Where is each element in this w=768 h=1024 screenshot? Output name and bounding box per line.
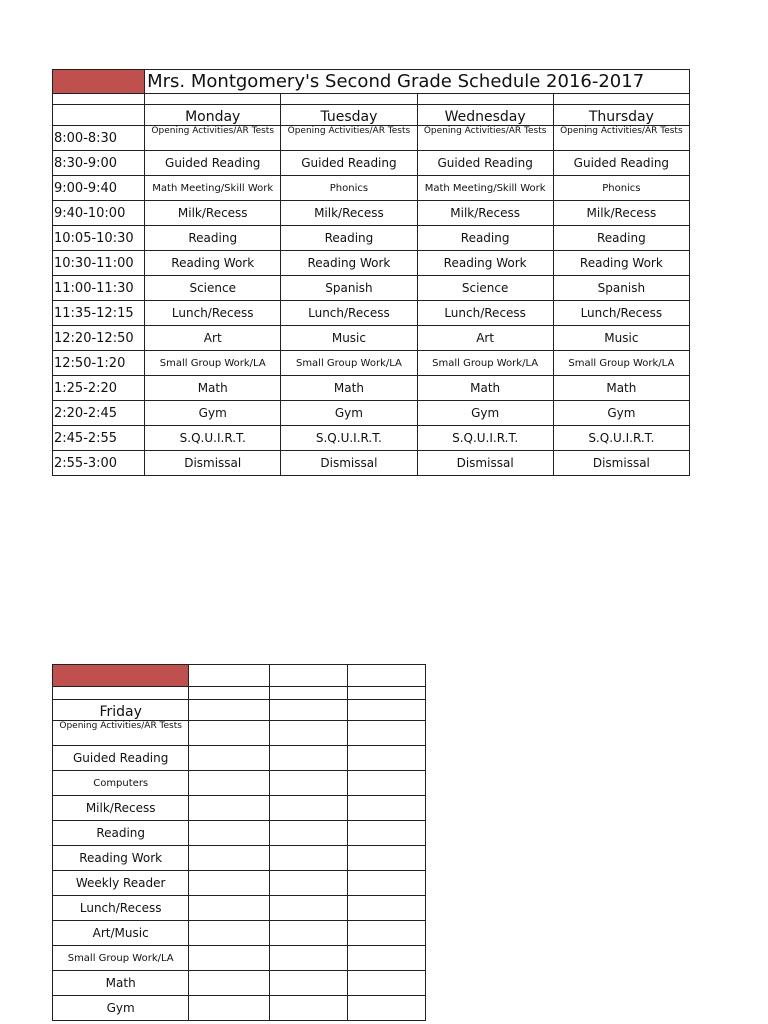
blank-cell <box>281 94 417 105</box>
friday-body <box>53 721 426 1021</box>
activity-cell: Guided Reading <box>417 151 553 176</box>
time-slot: 9:40-10:00 <box>53 201 145 226</box>
blank-cell <box>269 700 347 721</box>
activity-cell: Reading <box>553 226 689 251</box>
blank-cell <box>347 921 425 946</box>
schedule-row <box>53 376 690 401</box>
blank-cell <box>189 665 269 687</box>
blank-cell <box>553 94 689 105</box>
activity-cell: Science <box>417 276 553 301</box>
blank-cell <box>269 746 347 771</box>
blank-cell <box>189 871 269 896</box>
blank-cell <box>189 896 269 921</box>
activity-cell: Reading Work <box>145 251 281 276</box>
activity-cell: Milk/Recess <box>417 201 553 226</box>
activity-cell: Phonics <box>553 176 689 201</box>
activity-cell: Small Group Work/LA <box>145 351 281 376</box>
blank-cell <box>189 687 269 700</box>
day-header-tuesday: Tuesday <box>281 105 417 126</box>
friday-activity-cell: Reading Work <box>53 846 189 871</box>
friday-row <box>53 996 426 1021</box>
activity-cell: Spanish <box>553 276 689 301</box>
time-slot: 2:55-3:00 <box>53 451 145 476</box>
blank-cell <box>189 771 269 796</box>
time-slot: 12:50-1:20 <box>53 351 145 376</box>
blank-cell <box>347 721 425 746</box>
time-slot: 11:00-11:30 <box>53 276 145 301</box>
friday-activity-cell: Reading <box>53 821 189 846</box>
blank-row <box>53 94 690 105</box>
activity-cell: Dismissal <box>553 451 689 476</box>
activity-cell: S.Q.U.I.R.T. <box>281 426 417 451</box>
friday-row <box>53 771 426 796</box>
blank-cell <box>53 687 189 700</box>
activity-cell: Small Group Work/LA <box>553 351 689 376</box>
friday-activity-cell: Art/Music <box>53 921 189 946</box>
activity-cell: Guided Reading <box>281 151 417 176</box>
schedule-row <box>53 251 690 276</box>
activity-cell: Math <box>281 376 417 401</box>
activity-cell: Guided Reading <box>553 151 689 176</box>
schedule-row <box>53 226 690 251</box>
activity-cell: Opening Activities/AR Tests <box>145 126 281 151</box>
activity-cell: S.Q.U.I.R.T. <box>417 426 553 451</box>
friday-row <box>53 746 426 771</box>
friday-activity-cell: Guided Reading <box>53 746 189 771</box>
activity-cell: Reading <box>145 226 281 251</box>
blank-cell <box>189 796 269 821</box>
schedule-row <box>53 176 690 201</box>
friday-activity-cell: Math <box>53 971 189 996</box>
friday-day-row <box>53 700 426 721</box>
activity-cell: S.Q.U.I.R.T. <box>145 426 281 451</box>
friday-blank-row <box>53 687 426 700</box>
activity-cell: Reading <box>417 226 553 251</box>
blank-cell <box>189 700 269 721</box>
activity-cell: S.Q.U.I.R.T. <box>553 426 689 451</box>
blank-cell <box>417 94 553 105</box>
title-accent-cell <box>53 70 145 94</box>
day-header-friday: Friday <box>53 700 189 721</box>
activity-cell: Opening Activities/AR Tests <box>417 126 553 151</box>
activity-cell: Art <box>145 326 281 351</box>
blank-cell <box>347 665 425 687</box>
blank-cell <box>189 846 269 871</box>
blank-cell <box>269 821 347 846</box>
friday-schedule-table <box>52 664 426 1021</box>
blank-cell <box>347 946 425 971</box>
friday-row <box>53 871 426 896</box>
blank-cell <box>347 871 425 896</box>
blank-cell <box>347 687 425 700</box>
friday-row <box>53 846 426 871</box>
blank-cell <box>269 796 347 821</box>
activity-cell: Reading Work <box>553 251 689 276</box>
activity-cell: Math <box>145 376 281 401</box>
blank-cell <box>269 721 347 746</box>
blank-cell <box>189 946 269 971</box>
blank-cell <box>145 94 281 105</box>
activity-cell: Art <box>417 326 553 351</box>
time-slot: 10:30-11:00 <box>53 251 145 276</box>
activity-cell: Opening Activities/AR Tests <box>281 126 417 151</box>
schedule-body <box>53 126 690 476</box>
activity-cell: Dismissal <box>281 451 417 476</box>
blank-cell <box>347 996 425 1021</box>
friday-row <box>53 821 426 846</box>
schedule-row <box>53 126 690 151</box>
activity-cell: Milk/Recess <box>553 201 689 226</box>
activity-cell: Opening Activities/AR Tests <box>553 126 689 151</box>
blank-cell <box>347 796 425 821</box>
friday-row <box>53 971 426 996</box>
blank-cell <box>269 971 347 996</box>
activity-cell: Math Meeting/Skill Work <box>417 176 553 201</box>
schedule-row <box>53 276 690 301</box>
schedule-row <box>53 426 690 451</box>
day-header-thursday: Thursday <box>553 105 689 126</box>
activity-cell: Lunch/Recess <box>281 301 417 326</box>
activity-cell: Milk/Recess <box>145 201 281 226</box>
corner-cell <box>53 105 145 126</box>
schedule-row <box>53 351 690 376</box>
blank-cell <box>347 746 425 771</box>
blank-cell <box>347 846 425 871</box>
activity-cell: Math <box>417 376 553 401</box>
activity-cell: Small Group Work/LA <box>417 351 553 376</box>
blank-cell <box>189 721 269 746</box>
activity-cell: Phonics <box>281 176 417 201</box>
schedule-row <box>53 451 690 476</box>
schedule-row <box>53 401 690 426</box>
friday-row <box>53 896 426 921</box>
friday-activity-cell: Computers <box>53 771 189 796</box>
blank-cell <box>347 821 425 846</box>
blank-cell <box>347 896 425 921</box>
time-slot: 8:30-9:00 <box>53 151 145 176</box>
blank-cell <box>269 687 347 700</box>
activity-cell: Reading Work <box>417 251 553 276</box>
activity-cell: Science <box>145 276 281 301</box>
activity-cell: Dismissal <box>417 451 553 476</box>
blank-cell <box>269 846 347 871</box>
blank-cell <box>269 946 347 971</box>
schedule-row <box>53 326 690 351</box>
blank-cell <box>269 665 347 687</box>
activity-cell: Lunch/Recess <box>145 301 281 326</box>
time-slot: 2:20-2:45 <box>53 401 145 426</box>
title-row <box>53 70 690 94</box>
activity-cell: Reading Work <box>281 251 417 276</box>
activity-cell: Math Meeting/Skill Work <box>145 176 281 201</box>
blank-cell <box>189 971 269 996</box>
schedule-title: Mrs. Montgomery's Second Grade Schedule 2016-2017 <box>145 70 690 94</box>
schedule-row <box>53 151 690 176</box>
friday-activity-cell: Opening Activities/AR Tests <box>53 721 189 746</box>
activity-cell: Spanish <box>281 276 417 301</box>
activity-cell: Gym <box>281 401 417 426</box>
activity-cell: Reading <box>281 226 417 251</box>
time-slot: 10:05-10:30 <box>53 226 145 251</box>
blank-cell <box>189 821 269 846</box>
friday-activity-cell: Gym <box>53 996 189 1021</box>
time-slot: 1:25-2:20 <box>53 376 145 401</box>
time-slot: 12:20-12:50 <box>53 326 145 351</box>
activity-cell: Dismissal <box>145 451 281 476</box>
activity-cell: Gym <box>145 401 281 426</box>
friday-row <box>53 796 426 821</box>
blank-cell <box>269 996 347 1021</box>
time-slot: 8:00-8:30 <box>53 126 145 151</box>
blank-cell <box>189 921 269 946</box>
activity-cell: Math <box>553 376 689 401</box>
friday-row <box>53 921 426 946</box>
activity-cell: Music <box>553 326 689 351</box>
schedule-row <box>53 201 690 226</box>
friday-activity-cell: Milk/Recess <box>53 796 189 821</box>
activity-cell: Lunch/Recess <box>417 301 553 326</box>
day-header-row <box>53 105 690 126</box>
time-slot: 2:45-2:55 <box>53 426 145 451</box>
blank-cell <box>347 771 425 796</box>
time-slot: 9:00-9:40 <box>53 176 145 201</box>
blank-cell <box>269 921 347 946</box>
day-header-wednesday: Wednesday <box>417 105 553 126</box>
blank-cell <box>53 94 145 105</box>
activity-cell: Lunch/Recess <box>553 301 689 326</box>
friday-title-row <box>53 665 426 687</box>
blank-cell <box>347 971 425 996</box>
activity-cell: Guided Reading <box>145 151 281 176</box>
blank-cell <box>189 746 269 771</box>
day-header-monday: Monday <box>145 105 281 126</box>
activity-cell: Music <box>281 326 417 351</box>
friday-activity-cell: Weekly Reader <box>53 871 189 896</box>
friday-accent-cell <box>53 665 189 687</box>
activity-cell: Small Group Work/LA <box>281 351 417 376</box>
activity-cell: Gym <box>553 401 689 426</box>
schedule-row <box>53 301 690 326</box>
activity-cell: Milk/Recess <box>281 201 417 226</box>
friday-activity-cell: Lunch/Recess <box>53 896 189 921</box>
blank-cell <box>347 700 425 721</box>
friday-activity-cell: Small Group Work/LA <box>53 946 189 971</box>
friday-row <box>53 721 426 746</box>
time-slot: 11:35-12:15 <box>53 301 145 326</box>
blank-cell <box>269 771 347 796</box>
blank-cell <box>189 996 269 1021</box>
weekly-schedule-table <box>52 69 690 476</box>
blank-cell <box>269 871 347 896</box>
blank-cell <box>269 896 347 921</box>
activity-cell: Gym <box>417 401 553 426</box>
friday-row <box>53 946 426 971</box>
